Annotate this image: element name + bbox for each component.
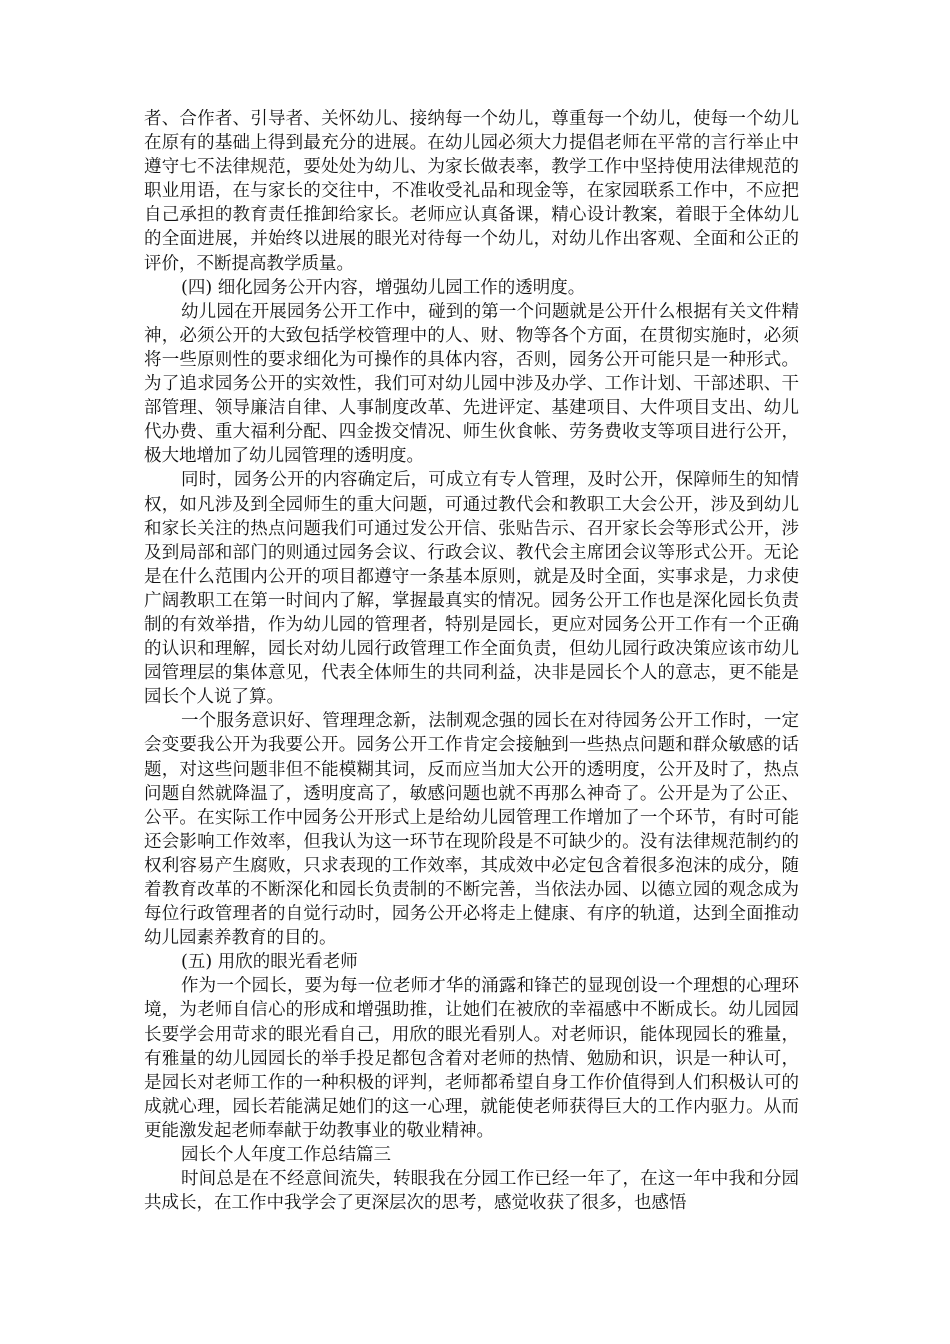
paragraph-5: 一个服务意识好、管理理念新，法制观念强的园长在对待园务公开工作时，一定会变要我公开为我要公开。园务公开工作肯定会接触到一些热点问题和群众敏感的话题，对这些问题非但不能模糊其词，反而应当加大公开的透明度，公开及时了，热点问题自然就降温了，透明度高了，敏感问题也就不再那么神奇了。公开是为了公正、公平。在实际工作中园务公开形式上是给幼儿园管理工作增加了一个环节，有时可能还会影响工作效率，但我认为这一环节在现阶段是不可缺少的。没有法律规范制约的权利容易产生腐败，只求表现的工作效率，其成效中必定包含着很多泡沫的成分，随着教育改革的不断深化和园长负责制的不断完善，当依法办园、以德立园的观念成为每位行政管理者的自觉行动时，园务公开必将走上健康、有序的轨道，达到全面推动幼儿园素养教育的目的。 xyxy=(144,711,799,949)
document-body xyxy=(144,107,799,1215)
paragraph-1: 者、合作者、引导者、关怀幼儿、接纳每一个幼儿，尊重每一个幼儿，使每一个幼儿在原有的基础上得到最充分的进展。在幼儿园必须大力提倡老师在平常的言行举止中遵守七不法律规范，要处处为幼儿、为家长做表率，教学工作中坚持使用法律规范的职业用语，在与家长的交往中，不准收受礼品和现金等，在家园联系工作中，不应把自己承担的教育责任推卸给家长。老师应认真备课，精心设计教案，着眼于全体幼儿的全面进展，并始终以进展的眼光对待每一个幼儿，对幼儿作出客观、全面和公正的评价，不断提高教学质量。 xyxy=(144,109,799,274)
paragraph-9: 时间总是在不经意间流失，转眼我在分园工作已经一年了，在这一年中我和分园共成长，在工作中我学会了更深层次的思考，感觉收获了很多，也感悟 xyxy=(144,1169,799,1214)
paragraph-7: 作为一个园长，要为每一位老师才华的涌露和锋芒的显现创设一个理想的心理环境，为老师自信心的形成和增强助推，让她们在被欣的幸福感中不断成长。幼儿园园长要学会用苛求的眼光看自己，用欣的眼光看别人。对老师识，能体现园长的雅量，有雅量的幼儿园园长的举手投足都包含着对老师的热情、勉励和识，识是一种认可，是园长对老师工作的一种积极的评判，老师都希望自身工作价值得到人们积极认可的成就心理，园长若能满足她们的这一心理，就能使老师获得巨大的工作内驱力。从而更能激发起老师奉献于幼教事业的敬业精神。 xyxy=(144,976,799,1141)
section-heading-5: (五) 用欣的眼光看老师 xyxy=(181,952,358,973)
document-page xyxy=(144,0,799,1344)
paragraph-3: 幼儿园在开展园务公开工作中，碰到的第一个问题就是公开什么根据有关文件精神，必须公开的大致包括学校管理中的人、财、物等各个方面，在贯彻实施时，必须将一些原则性的要求细化为可操作的具体内容，否则，园务公开可能只是一种形式。为了追求园务公开的实效性，我们可对幼儿园中涉及办学、工作计划、干部述职、干部管理、领导廉洁自律、人事制度改革、先进评定、基建项目、大件项目支出、幼儿代办费、重大福利分配、四金拨交情况、师生伙食帐、劳务费收支等项目进行公开，极大地增加了幼儿园管理的透明度。 xyxy=(144,301,799,467)
section-heading-4: (四) 细化园务公开内容，增强幼儿园工作的透明度。 xyxy=(181,277,586,298)
article-title-3: 园长个人年度工作总结篇三 xyxy=(181,1145,391,1166)
paragraph-4: 同时，园务公开的内容确定后，可成立有专人管理，及时公开，保障师生的知情权，如凡涉及到全园师生的重大问题，可通过教代会和教职工大会公开，涉及到幼儿和家长关注的热点问题我们可通过发公开信、张贴告示、召开家长会等形式公开，涉及到局部和部门的则通过园务会议、行政会议、教代会主席团会议等形式公开。无论是在什么范围内公开的项目都遵守一条基本原则，就是及时全面，实事求是，力求使广阔教职工在第一时间内了解，掌握最真实的情况。园务公开工作也是深化园长负责制的有效举措，作为幼儿园的管理者，特别是园长，更应对园务公开工作有一个正确的认识和理解，园长对幼儿园行政管理工作全面负责，但幼儿园行政决策应该市幼儿园管理层的集体意见，代表全体师生的共同利益，决非是园长个人的意志，更不能是园长个人说了算。 xyxy=(144,470,799,708)
